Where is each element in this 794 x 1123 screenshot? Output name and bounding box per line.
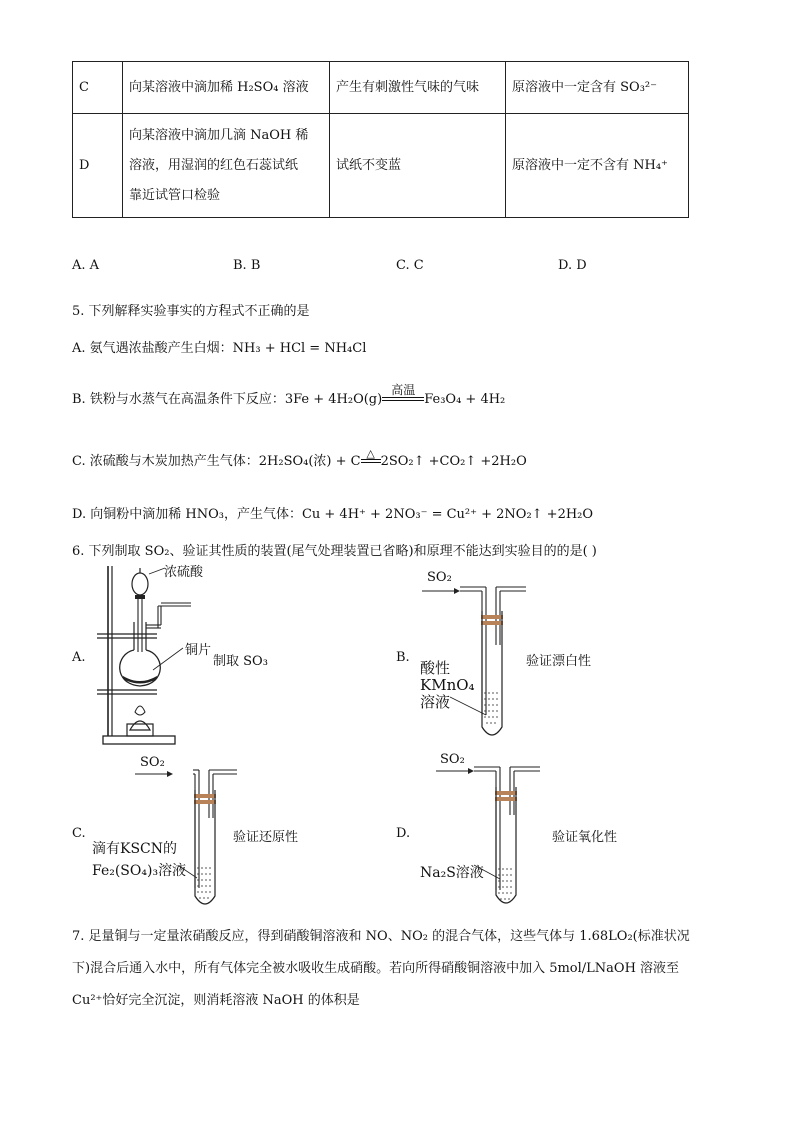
q6-option-b-letter[interactable]: B. [396,650,410,665]
acid-label: 浓硫酸 [164,565,204,580]
option-text: A. 氨气遇浓盐酸产生白烟： [72,341,233,356]
q6-option-d-letter[interactable]: D. [396,826,411,841]
reagent-label-b [420,660,475,711]
gas-label: SO₂ [140,755,165,770]
gas-label: SO₂ [440,752,465,767]
q6-option-d-purpose: 验证氧化性 [552,830,618,845]
table-row [73,114,689,218]
operation-cell [123,114,330,218]
q4-choice-b[interactable]: B. B [233,258,261,273]
q6-option-c-letter[interactable]: C. [72,826,86,841]
operation-cell: 向某溶液中滴加稀 H₂SO₄ 溶液 [123,62,330,114]
reagent-line: Fe₂(SO₄)₃溶液 [92,863,187,879]
reaction-arrow [382,383,424,407]
q7-line: 下)混合后通入水中，所有气体完全被水吸收生成硝酸。若向所得硝酸铜溶液中加入 5mol/LNaOH 溶液至 [72,961,680,976]
q6-option-b-purpose: 验证漂白性 [526,654,592,669]
q5-option-a[interactable] [72,337,366,356]
condition-label: △ [366,447,375,460]
reaction-arrow [361,447,381,469]
row-letter: C [73,62,123,114]
q5-option-c[interactable] [72,447,527,469]
equation-left: 3Fe + 4H₂O(g) [284,392,383,407]
q5-stem: 5. 下列解释实验事实的方程式不正确的是 [72,304,310,319]
reagent-line: 滴有KSCN的 [92,841,178,857]
equation-right: Fe₃O₄ + 4H₂ [424,392,506,407]
q7-line: 7. 足量铜与一定量浓硝酸反应，得到硝酸铜溶液和 NO、NO₂ 的混合气体，这些气体与 1.68LO₂(标准状况 [72,929,690,944]
equation-left: 2H₂SO₄(浓) + C [258,454,361,469]
option-text: B. 铁粉与水蒸气在高温条件下反应： [72,392,285,407]
q5-option-b[interactable] [72,383,506,407]
equation-right: 2SO₂↑ +CO₂↑ +2H₂O [380,454,527,469]
operation-line: 向某溶液中滴加几滴 NaOH 稀 [129,127,309,143]
copper-label: 铜片 [185,643,212,658]
q6-stem: 6. 下列制取 SO₂、验证其性质的装置(尾气处理装置已省略)和原理不能达到实验目的的是( ) [72,544,597,559]
reagent-label-c [92,838,186,882]
option-text: C. 浓硫酸与木炭加热产生气体： [72,454,259,469]
row-letter: D [73,114,123,218]
q5-option-d[interactable] [72,503,593,522]
test-tube-d-diagram [434,765,544,915]
q4-choice-d[interactable]: D. D [558,258,587,273]
phenomenon-cell: 产生有刺激性气味的气味 [330,62,506,114]
operation-line: 溶液，用湿润的红色石蕊试纸 [129,157,299,173]
table-row [73,62,689,114]
operation-line: 靠近试管口检验 [129,187,221,203]
experiment-table [72,61,689,218]
option-text: D. 向铜粉中滴加稀 HNO₃，产生气体： [72,507,302,522]
q7-line: Cu²⁺恰好完全沉淀，则消耗溶液 NaOH 的体积是 [72,993,360,1008]
q6-option-a-letter[interactable]: A. [72,650,86,665]
reagent-label-d: Na₂S溶液 [420,865,484,881]
condition-label: 高温 [391,383,416,397]
reagent-line: 酸性 [420,659,451,677]
conclusion-cell: 原溶液中一定含有 SO₃²⁻ [506,62,689,114]
reagent-line: 溶液 [420,693,451,711]
gas-label: SO₂ [427,570,452,585]
equation: NH₃ + HCl = NH₄Cl [232,341,367,356]
reagent-line: KMnO₄ [420,676,475,694]
q4-choice-c[interactable]: C. C [396,258,424,273]
q4-choice-a[interactable]: A. A [72,258,100,273]
q6-option-a-purpose: 制取 SO₃ [213,654,268,669]
equation: Cu + 4H⁺ + 2NO₃⁻ = Cu²⁺ + 2NO₂↑ +2H₂O [301,507,594,522]
q6-option-c-purpose: 验证还原性 [233,830,299,845]
phenomenon-cell: 试纸不变蓝 [330,114,506,218]
conclusion-cell: 原溶液中一定不含有 NH₄⁺ [506,114,689,218]
